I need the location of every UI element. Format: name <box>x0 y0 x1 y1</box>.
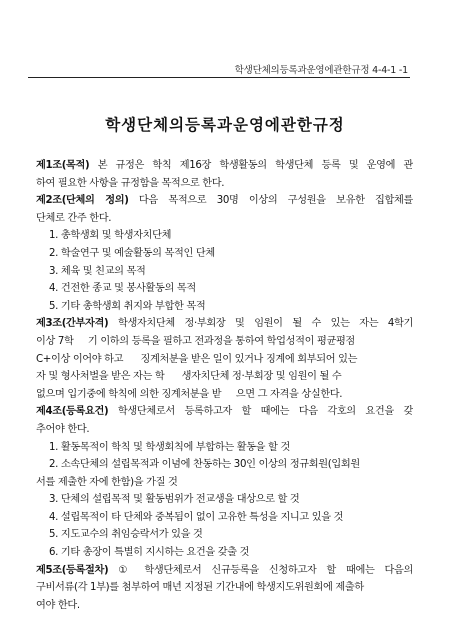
article-1-line: 제1조(목적) 본 규정은 학칙 제16장 학생활동의 학생단체 등록 및 운영에 관 <box>36 160 413 171</box>
article-2-line: 단체로 간주 한다. <box>36 212 112 224</box>
list-item: 6. 기타 총장이 특별히 지시하는 요건을 갖출 것 <box>49 547 250 559</box>
list-item: 4. 건전한 종교 및 봉사활동의 목적 <box>49 283 196 295</box>
article-3-line: 자 및 형사처벌을 받은 자는 학 생자치단체 정·부회장 및 임원이 될 수 <box>36 371 342 383</box>
list-item: 1. 총학생회 및 학생자치단체 <box>49 230 172 242</box>
article-label: 제5조(등록절차) <box>36 564 109 576</box>
article-5-line: 여야 한다. <box>36 599 80 611</box>
regulation-body <box>36 157 413 614</box>
list-item: 1. 활동목적이 학칙 및 학생회칙에 부합하는 활동을 할 것 <box>49 441 290 453</box>
running-header: 학생단체의등록과운영에관한규정 4-4-1 -1 <box>234 65 408 76</box>
list-item: 3. 체육 및 친교의 목적 <box>49 265 146 277</box>
article-3-line: 제3조(간부자격) 학생자치단체 정·부회장 및 임원이 될 수 있는 자는 4학기 <box>36 318 413 330</box>
list-item: 5. 지도교수의 취임승락서가 있을 것 <box>49 529 203 541</box>
article-label: 제3조(간부자격) <box>36 318 109 330</box>
list-item: 2. 소속단체의 설립목적과 이념에 찬동하는 30인 이상의 정규회원(입회원 <box>49 459 360 471</box>
list-item: 3. 단체의 설립목적 및 활동범위가 전교생을 대상으로 할 것 <box>49 494 300 506</box>
article-3-line: 이상 7학 기 이하의 등록을 필하고 전과정을 통하여 학업성적이 평균평점 <box>36 335 355 347</box>
article-1-line: 하여 필요한 사항을 규정함을 목적으로 한다. <box>36 177 225 189</box>
article-label: 제1조(목적) <box>36 160 90 171</box>
article-3-line: 없으며 입기중에 학칙에 의한 징계처분을 받 으면 그 자격을 상실한다. <box>36 388 343 400</box>
article-3-line: C+이상 이어야 하고 징계처분을 받은 일이 있거나 징계에 회부되어 있는 <box>36 353 358 365</box>
page-title: 학생단체의등록과운영에관한규정 <box>105 115 345 134</box>
list-item: 2. 학술연구 및 예술활동의 목적인 단체 <box>49 247 215 259</box>
list-item: 5. 기타 총학생회 취지와 부합한 목적 <box>49 300 206 312</box>
header-rule <box>28 77 410 78</box>
article-5-line: 제5조(등록절차) ① 학생단체로서 신규등록을 신청하고자 할 때에는 다음의 <box>36 564 413 576</box>
article-4-line: 추어야 한다. <box>36 423 90 435</box>
article-5-line: 구비서류(각 1부)를 첨부하여 매년 지정된 기간내에 학생지도위원회에 제출하 <box>36 582 364 594</box>
list-item: 4. 설립목적이 타 단체와 중복됨이 없이 고유한 특성을 지니고 있을 것 <box>49 511 344 523</box>
article-label: 제4조(등록요건) <box>36 406 109 418</box>
article-2-line: 제2조(단체의 정의) 다음 목적으로 30명 이상의 구성원을 보유한 집합체를 <box>36 195 413 207</box>
article-label: 제2조(단체의 정의) <box>36 195 129 207</box>
list-item-continued: 서를 제출한 자에 한함)을 가질 것 <box>36 476 178 488</box>
article-4-line: 제4조(등록요건) 학생단체로서 등록하고자 할 때에는 다음 각호의 요건을 갖 <box>36 406 413 418</box>
